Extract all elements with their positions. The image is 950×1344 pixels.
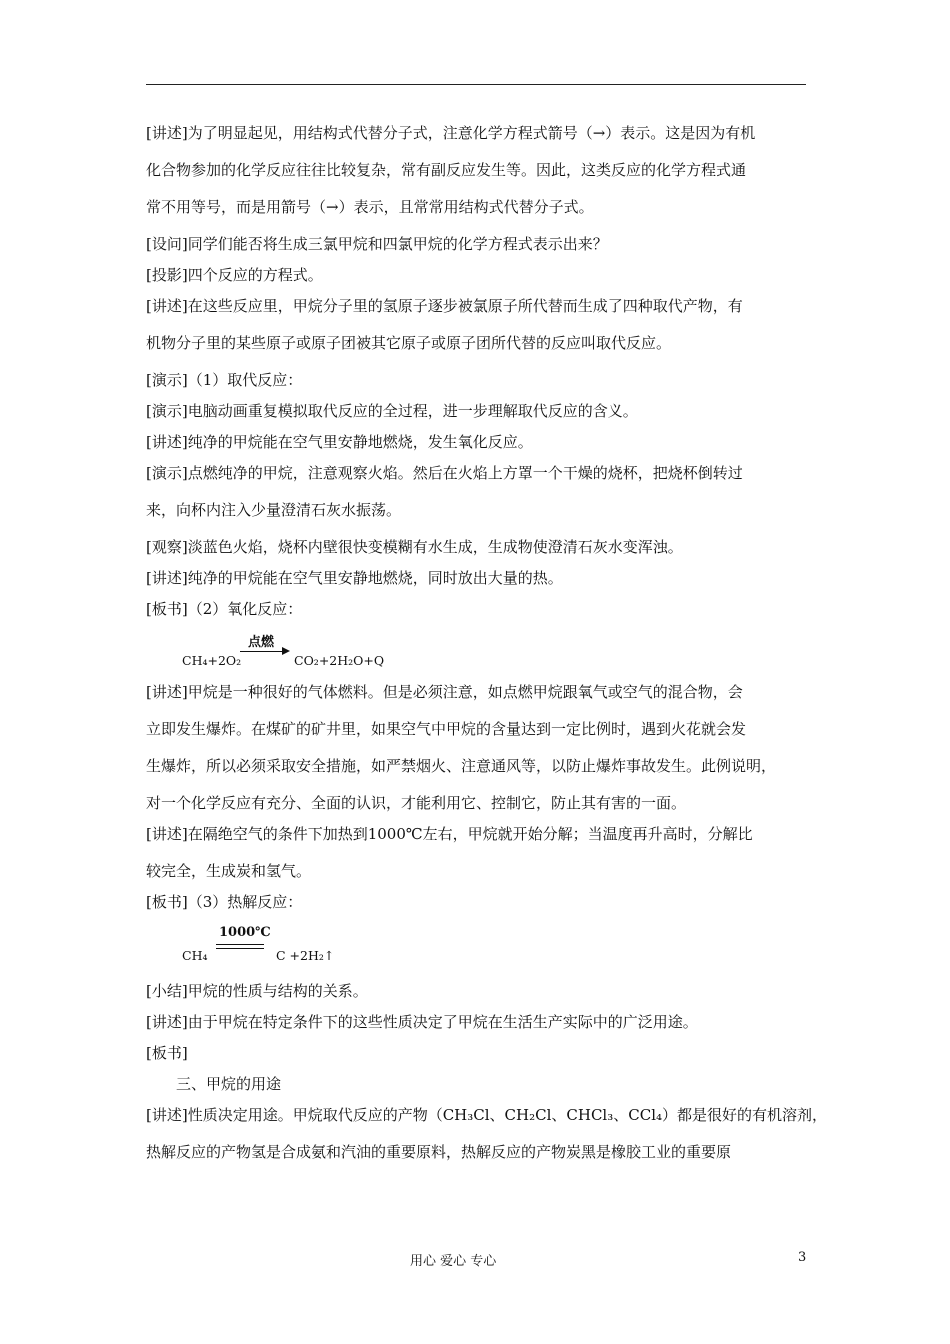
paragraph-line: 较完全，生成炭和氢气。 (146, 862, 312, 880)
equals-line-bottom (216, 948, 264, 949)
paragraph-line: 机物分子里的某些原子或原子团被其它原子或原子团所代替的反应叫取代反应。 (146, 334, 672, 352)
paragraph-line: [板书]（3）热解反应： (146, 893, 303, 911)
page-number: 3 (798, 1250, 807, 1265)
equation-reactants: CH₄+2O₂ (182, 653, 242, 668)
paragraph-line: [讲述]由于甲烷在特定条件下的这些性质决定了甲烷在生活生产实际中的广泛用途。 (146, 1013, 698, 1031)
paragraph-line: [讲述]在隔绝空气的条件下加热到1000℃左右，甲烷就开始分解；当温度再升高时，分解比 (146, 825, 753, 843)
reaction-arrow (240, 651, 282, 652)
equation-products: CO₂+2H₂O+Q (294, 653, 385, 668)
paragraph-line: 来，向杯内注入少量澄清石灰水振荡。 (146, 501, 402, 519)
section-heading: 三、甲烷的用途 (176, 1075, 282, 1093)
footer-motto: 用心 爱心 专心 (410, 1254, 497, 1269)
paragraph-line: [板书]（2）氧化反应： (146, 600, 303, 618)
paragraph-line: [讲述]甲烷是一种很好的气体燃料。但是必须注意，如点燃甲烷跟氧气或空气的混合物，会 (146, 683, 743, 701)
paragraph-line: [观察]淡蓝色火焰，烧杯内壁很快变模糊有水生成，生成物使澄清石灰水变浑浊。 (146, 538, 683, 556)
paragraph-line: [讲述]在这些反应里，甲烷分子里的氢原子逐步被氯原子所代替而生成了四种取代产物，有 (146, 297, 743, 315)
paragraph-line: [讲述]纯净的甲烷能在空气里安静地燃烧，发生氧化反应。 (146, 433, 533, 451)
paragraph-line: 常不用等号，而是用箭号（→）表示，且常常用结构式代替分子式。 (146, 198, 594, 216)
paragraph-line: [讲述]为了明显起见，用结构式代替分子式，注意化学方程式箭号（→）表示。这是因为有机 (146, 124, 756, 142)
paragraph-line: 立即发生爆炸。在煤矿的矿井里，如果空气中甲烷的含量达到一定比例时，遇到火花就会发 (146, 720, 747, 738)
paragraph-line: [板书] (146, 1044, 188, 1062)
paragraph-line: 化合物参加的化学反应往往比较复杂，常有副反应发生等。因此，这类反应的化学方程式通 (146, 161, 747, 179)
paragraph-line: [设问]同学们能否将生成三氯甲烷和四氯甲烷的化学方程式表示出来？ (146, 235, 608, 253)
header-rule (146, 84, 806, 85)
oxidation-equation (146, 629, 810, 681)
reaction-condition-ignite: 点燃 (248, 635, 275, 650)
paragraph-line: [讲述]性质决定用途。甲烷取代反应的产物（CH₃Cl、CH₂Cl、CHCl₃、CCl₄）都是很好的有机溶剂， (146, 1106, 828, 1124)
equation-reactants: CH₄ (182, 948, 208, 963)
arrow-head-icon (282, 647, 290, 655)
paragraph-line: [演示]（1）取代反应： (146, 371, 303, 389)
paragraph-line: 对一个化学反应有充分、全面的认识，才能利用它、控制它，防止其有害的一面。 (146, 794, 687, 812)
paragraph-line: [投影]四个反应的方程式。 (146, 266, 323, 284)
paragraph-line: [演示]电脑动画重复模拟取代反应的全过程，进一步理解取代反应的含义。 (146, 402, 638, 420)
paragraph-line: [讲述]纯净的甲烷能在空气里安静地燃烧，同时放出大量的热。 (146, 569, 563, 587)
paragraph-line: [小结]甲烷的性质与结构的关系。 (146, 982, 368, 1000)
equals-line-top (216, 944, 264, 945)
page-body (146, 122, 828, 1178)
paragraph-line: 生爆炸，所以必须采取安全措施，如严禁烟火、注意通风等，以防止爆炸事故发生。此例说明， (146, 757, 777, 775)
equation-products: C +2H₂↑ (276, 948, 335, 963)
reaction-condition-temperature: 1000℃ (219, 925, 271, 940)
paragraph-line: [演示]点燃纯净的甲烷，注意观察火焰。然后在火焰上方罩一个干燥的烧杯，把烧杯倒转过 (146, 464, 743, 482)
paragraph-line: 热解反应的产物氢是合成氨和汽油的重要原料，热解反应的产物炭黑是橡胶工业的重要原 (146, 1143, 732, 1161)
pyrolysis-equation (146, 922, 810, 980)
